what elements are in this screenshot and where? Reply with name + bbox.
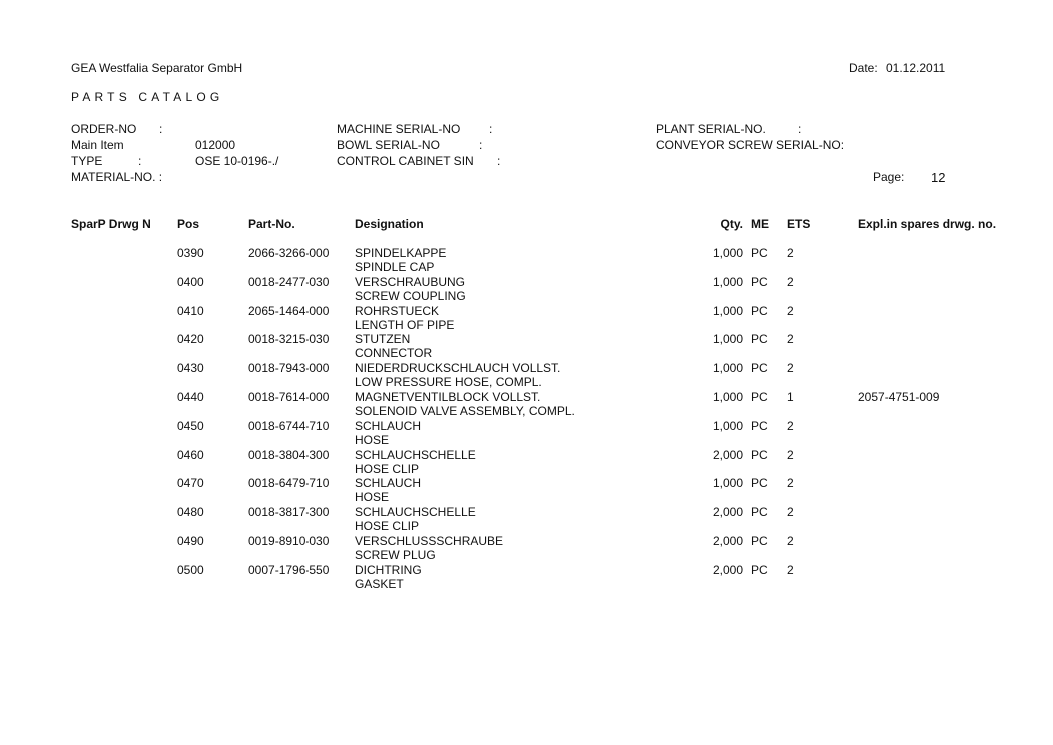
me-cell: PC <box>751 361 768 376</box>
pos-cell: 0470 <box>177 476 204 491</box>
qty-cell: 2,000 <box>712 534 743 548</box>
me-cell: PC <box>751 274 768 289</box>
designation-de-cell: STUTZEN <box>355 332 411 347</box>
table-row <box>0 332 1053 361</box>
date-label: Date: <box>849 61 878 75</box>
col-header-pos: Pos <box>177 217 200 231</box>
part-no-cell: 0007-1796-550 <box>248 562 330 577</box>
part-no-cell: 0018-3215-030 <box>248 332 330 347</box>
designation-de-cell: VERSCHLUSSSCHRAUBE <box>355 534 504 548</box>
pos-cell: 0410 <box>177 303 204 318</box>
ets-cell: 2 <box>787 361 794 376</box>
table-row <box>0 361 1053 390</box>
col-header-sparp: SparP Drwg N <box>71 217 151 231</box>
qty-cell: 1,000 <box>712 476 743 491</box>
me-cell: PC <box>751 534 768 548</box>
page-number: 12 <box>931 170 946 185</box>
table-row <box>0 419 1053 448</box>
qty-cell: 1,000 <box>712 390 743 404</box>
table-row <box>0 246 1053 275</box>
me-cell: PC <box>751 476 768 491</box>
type-label: TYPE <box>71 154 103 168</box>
table-row <box>0 390 1053 419</box>
plant-serial-label: PLANT SERIAL-NO. <box>656 122 766 136</box>
main-item-value: 012000 <box>195 138 236 152</box>
pos-cell: 0500 <box>177 562 204 577</box>
designation-en-cell: HOSE <box>355 490 390 505</box>
pos-cell: 0420 <box>177 332 204 347</box>
ets-cell: 2 <box>787 418 794 433</box>
designation-en-cell: SOLENOID VALVE ASSEMBLY, COMPL. <box>355 404 575 418</box>
part-no-cell: 0018-3804-300 <box>248 447 330 462</box>
company-name: GEA Westfalia Separator GmbH <box>71 61 243 75</box>
pos-cell: 0440 <box>177 390 204 404</box>
ets-cell: 2 <box>787 505 794 520</box>
designation-en-cell: GASKET <box>355 576 404 591</box>
part-no-cell: 2066-3266-000 <box>248 246 330 260</box>
designation-en-cell: SCREW PLUG <box>355 548 436 562</box>
pos-cell: 0490 <box>177 534 204 548</box>
col-header-part-no: Part-No. <box>248 217 295 231</box>
table-row <box>0 476 1053 505</box>
ets-cell: 1 <box>787 390 794 404</box>
part-no-cell: 0018-7614-000 <box>248 390 330 404</box>
part-no-cell: 0018-6479-710 <box>248 476 330 491</box>
catalog-title: PARTS CATALOG <box>71 90 224 104</box>
date-value: 01.12.2011 <box>886 61 946 75</box>
table-row <box>0 275 1053 304</box>
designation-de-cell: VERSCHRAUBUNG <box>355 274 466 289</box>
pos-cell: 0480 <box>177 505 204 520</box>
me-cell: PC <box>751 303 768 318</box>
designation-en-cell: SCREW COUPLING <box>355 288 466 303</box>
designation-de-cell: SPINDELKAPPE <box>355 246 447 260</box>
designation-en-cell: SPINDLE CAP <box>355 260 435 274</box>
qty-cell: 1,000 <box>712 332 743 347</box>
machine-serial-label: MACHINE SERIAL-NO <box>337 122 461 136</box>
machine-serial-colon: : <box>489 122 493 136</box>
designation-en-cell: HOSE CLIP <box>355 519 420 534</box>
type-value: OSE 10-0196-./ <box>195 154 279 168</box>
me-cell: PC <box>751 562 768 577</box>
ets-cell: 2 <box>787 447 794 462</box>
col-header-me: ME <box>751 217 769 231</box>
me-cell: PC <box>751 418 768 433</box>
ets-cell: 2 <box>787 476 794 491</box>
pos-cell: 0460 <box>177 447 204 462</box>
pos-cell: 0400 <box>177 274 204 289</box>
bowl-serial-label: BOWL SERIAL-NO <box>337 138 440 152</box>
pos-cell: 0390 <box>177 246 204 260</box>
qty-cell: 1,000 <box>712 274 743 289</box>
part-no-cell: 0018-6744-710 <box>248 418 330 433</box>
table-row <box>0 563 1053 592</box>
me-cell: PC <box>751 332 768 347</box>
part-no-cell: 0019-8910-030 <box>248 534 330 548</box>
main-item-label: Main Item <box>71 138 124 152</box>
control-cabinet-label: CONTROL CABINET SIN <box>337 154 474 168</box>
me-cell: PC <box>751 505 768 520</box>
pos-cell: 0450 <box>177 418 204 433</box>
ets-cell: 2 <box>787 332 794 347</box>
col-header-designation: Designation <box>355 217 424 231</box>
part-no-cell: 2065-1464-000 <box>248 303 330 318</box>
me-cell: PC <box>751 246 768 260</box>
qty-cell: 1,000 <box>712 361 743 376</box>
bowl-serial-colon: : <box>479 138 483 152</box>
table-row <box>0 505 1053 534</box>
qty-cell: 2,000 <box>712 505 743 520</box>
designation-de-cell: SCHLAUCH <box>355 476 422 491</box>
material-no-label: MATERIAL-NO. : <box>71 170 163 184</box>
part-no-cell: 0018-2477-030 <box>248 274 330 289</box>
col-header-ets: ETS <box>787 217 811 231</box>
plant-serial-colon: : <box>798 122 802 136</box>
conveyor-screw-label: CONVEYOR SCREW SERIAL-NO: <box>656 138 845 152</box>
pos-cell: 0430 <box>177 361 204 376</box>
designation-en-cell: LENGTH OF PIPE <box>355 317 455 332</box>
me-cell: PC <box>751 447 768 462</box>
me-cell: PC <box>751 390 768 404</box>
designation-de-cell: SCHLAUCH <box>355 418 422 433</box>
ets-cell: 2 <box>787 534 794 548</box>
ets-cell: 2 <box>787 303 794 318</box>
table-row <box>0 534 1053 563</box>
designation-en-cell: HOSE <box>355 432 390 447</box>
designation-en-cell: HOSE CLIP <box>355 461 420 476</box>
qty-cell: 2,000 <box>712 447 743 462</box>
designation-en-cell: CONNECTOR <box>355 346 433 361</box>
part-no-cell: 0018-3817-300 <box>248 505 330 520</box>
order-no-label: ORDER-NO <box>71 122 137 136</box>
table-row <box>0 304 1053 333</box>
page-label: Page: <box>873 170 905 184</box>
col-header-qty: Qty. <box>720 217 743 231</box>
part-no-cell: 0018-7943-000 <box>248 361 330 376</box>
qty-cell: 1,000 <box>712 246 743 260</box>
designation-de-cell: SCHLAUCHSCHELLE <box>355 505 476 520</box>
ets-cell: 2 <box>787 274 794 289</box>
designation-en-cell: LOW PRESSURE HOSE, COMPL. <box>355 375 542 390</box>
expl-cell: 2057-4751-009 <box>858 390 940 404</box>
designation-de-cell: SCHLAUCHSCHELLE <box>355 447 476 462</box>
qty-cell: 1,000 <box>712 418 743 433</box>
col-header-expl: Expl.in spares drwg. no. <box>858 217 997 231</box>
control-cabinet-colon: : <box>497 154 501 168</box>
table-row <box>0 448 1053 477</box>
ets-cell: 2 <box>787 246 794 260</box>
designation-de-cell: NIEDERDRUCKSCHLAUCH VOLLST. <box>355 361 561 376</box>
qty-cell: 2,000 <box>712 562 743 577</box>
order-no-colon: : <box>159 122 163 136</box>
designation-de-cell: ROHRSTUECK <box>355 303 440 318</box>
ets-cell: 2 <box>787 562 794 577</box>
designation-de-cell: MAGNETVENTILBLOCK VOLLST. <box>355 390 541 404</box>
designation-de-cell: DICHTRING <box>355 562 422 577</box>
type-colon: : <box>138 154 142 168</box>
qty-cell: 1,000 <box>712 303 743 318</box>
